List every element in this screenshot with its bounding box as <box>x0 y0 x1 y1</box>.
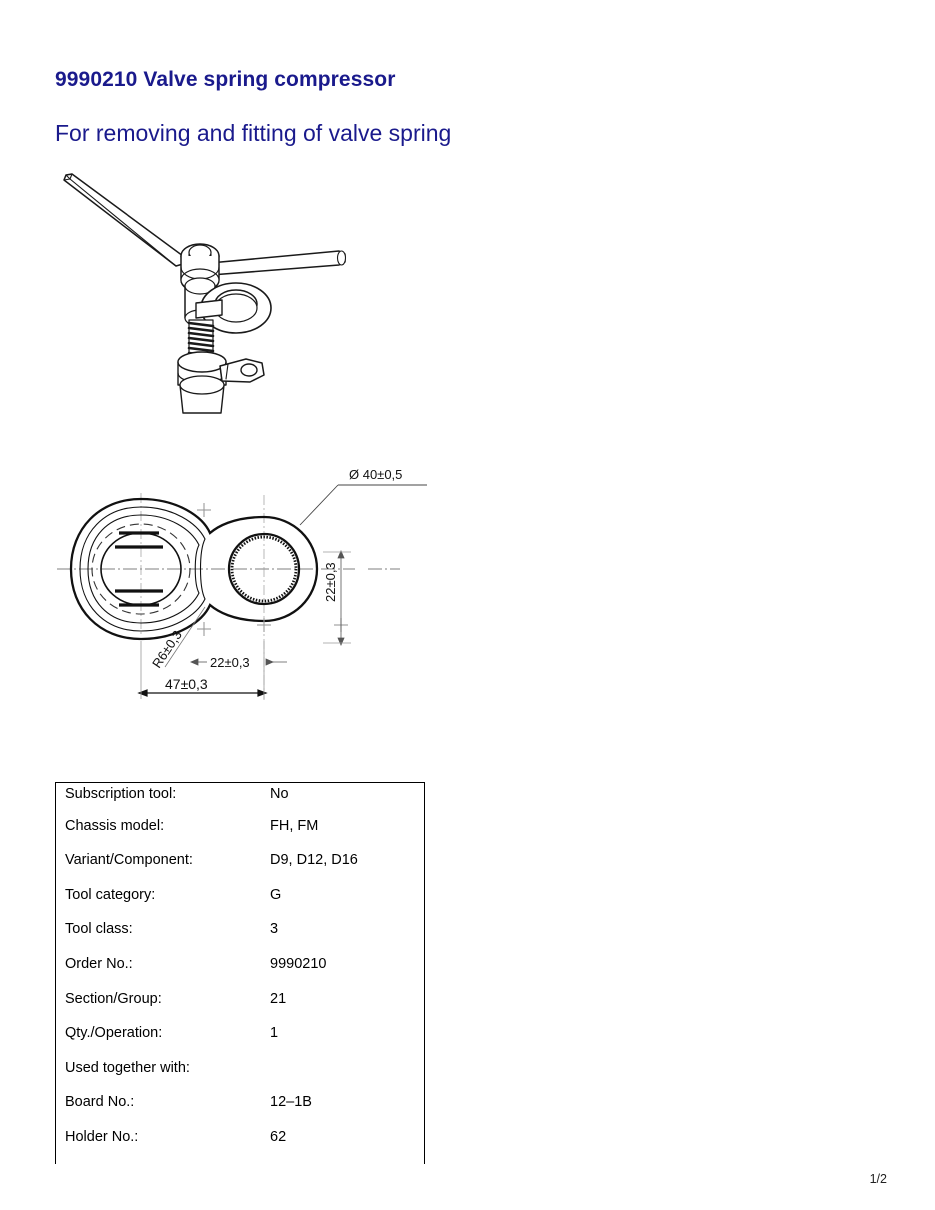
spec-label: Subscription tool: <box>65 786 177 802</box>
table-row <box>56 818 424 853</box>
spec-label: Chassis model: <box>65 817 165 834</box>
spec-label: Tool category: <box>65 886 156 903</box>
spec-label: Variant/Component: <box>65 852 193 869</box>
dimension-height-right: 22±0,3 <box>323 562 338 602</box>
spec-label: Order No.: <box>65 955 133 972</box>
technical-drawing <box>55 455 437 707</box>
table-row <box>56 852 424 887</box>
page-title: 9990210 Valve spring compressor <box>55 68 396 91</box>
spec-label: Holder No.: <box>65 1128 139 1145</box>
spec-value: 21 <box>270 990 287 1007</box>
dimension-radius: R6±0,3 <box>149 627 185 671</box>
spec-value: FH, FM <box>270 817 319 834</box>
spec-value: 62 <box>270 1128 287 1145</box>
diameter-leader <box>300 485 427 525</box>
tool-illustration <box>50 163 362 415</box>
spec-value: No <box>270 786 289 802</box>
table-row <box>56 1025 424 1060</box>
spec-label: Tool class: <box>65 921 133 938</box>
table-row <box>56 1129 424 1164</box>
table-row <box>56 956 424 991</box>
spec-value: G <box>270 886 282 903</box>
spec-label: Section/Group: <box>65 990 162 1007</box>
spec-value: 12–1B <box>270 1094 312 1111</box>
table-row <box>56 921 424 956</box>
page-number: 1/2 <box>869 1172 887 1186</box>
table-row <box>56 887 424 922</box>
spec-value: 3 <box>270 921 279 938</box>
specification-table <box>55 782 425 1164</box>
ring-plate-drawing-svg <box>55 455 437 707</box>
table-row <box>56 783 424 818</box>
spec-value: 1 <box>270 1025 279 1042</box>
spec-label: Used together with: <box>65 1059 190 1076</box>
table-row <box>56 1094 424 1129</box>
dimension-diameter: Ø 40±0,5 <box>349 467 403 482</box>
valve-spring-compressor-svg <box>50 163 362 415</box>
spec-value: D9, D12, D16 <box>270 852 358 869</box>
table-row <box>56 991 424 1026</box>
dimension-overall-length: 47±0,3 <box>165 676 208 692</box>
page-subtitle: For removing and fitting of valve spring <box>55 120 452 146</box>
spec-label: Qty./Operation: <box>65 1025 163 1042</box>
dimension-width-center: 22±0,3 <box>210 655 250 670</box>
table-row <box>56 1060 424 1095</box>
spec-label: Board No.: <box>65 1094 135 1111</box>
spec-value: 9990210 <box>270 955 327 972</box>
